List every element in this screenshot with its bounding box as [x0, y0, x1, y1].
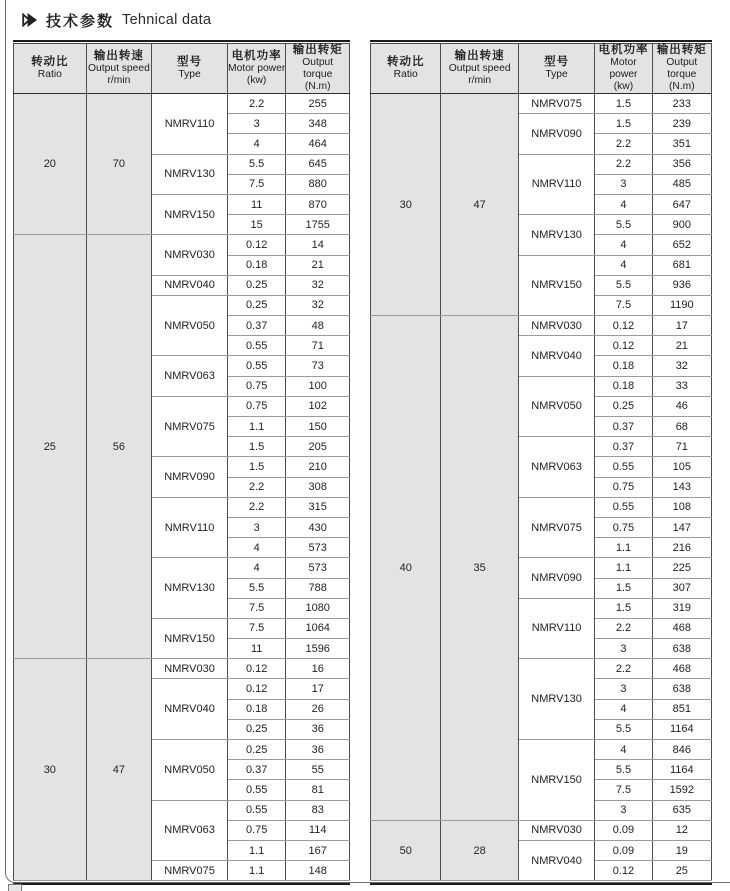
type-cell: NMRV030 [518, 316, 594, 336]
torque-cell: 652 [652, 235, 711, 255]
torque-cell: 638 [652, 639, 711, 659]
header-output-torque: 输出转矩 Output torque (N.m) [652, 44, 711, 94]
torque-cell: 205 [286, 437, 350, 457]
header-ratio: 转动比 Ratio [14, 44, 87, 94]
torque-cell: 880 [286, 174, 350, 194]
power-cell: 2.2 [595, 659, 652, 679]
type-cell: NMRV150 [518, 255, 594, 316]
power-cell: 2.2 [595, 134, 652, 154]
torque-cell: 351 [652, 134, 711, 154]
power-cell: 7.5 [595, 780, 652, 800]
power-cell: 4 [595, 255, 652, 275]
torque-cell: 83 [286, 800, 350, 820]
torque-cell: 1592 [652, 780, 711, 800]
header-output-speed: 输出转速 Output speed r/min [86, 44, 152, 94]
header-row [371, 44, 712, 94]
power-cell: 1.5 [595, 578, 652, 598]
header-output-torque: 输出转矩 Output torque (N.m) [286, 44, 350, 94]
header-type: 型号 Type [518, 44, 594, 94]
type-cell: NMRV030 [152, 659, 228, 679]
ratio-cell: 20 [14, 94, 87, 235]
torque-cell: 143 [652, 477, 711, 497]
type-cell: NMRV130 [518, 659, 594, 740]
torque-cell: 102 [286, 396, 350, 416]
power-cell: 4 [227, 538, 286, 558]
type-cell: NMRV150 [152, 618, 228, 658]
power-cell: 2.2 [595, 154, 652, 174]
power-cell: 5.5 [595, 760, 652, 780]
power-cell: 7.5 [227, 598, 286, 618]
power-cell: 2.2 [227, 477, 286, 497]
power-cell: 3 [227, 517, 286, 537]
type-cell: NMRV130 [518, 215, 594, 255]
power-cell: 0.18 [227, 255, 286, 275]
type-cell: NMRV075 [152, 861, 228, 881]
power-cell: 0.55 [227, 780, 286, 800]
power-cell: 0.25 [227, 275, 286, 295]
table-row [371, 316, 712, 336]
power-cell: 0.18 [227, 699, 286, 719]
table-row [371, 820, 712, 840]
torque-cell: 1064 [286, 618, 350, 638]
speed-cell: 35 [441, 316, 518, 821]
type-cell: NMRV090 [152, 457, 228, 497]
power-cell: 2.2 [227, 497, 286, 517]
type-cell: NMRV075 [518, 94, 594, 114]
torque-cell: 21 [652, 336, 711, 356]
torque-cell: 46 [652, 396, 711, 416]
torque-cell: 36 [286, 740, 350, 760]
speed-cell: 47 [441, 94, 518, 316]
power-cell: 1.1 [595, 538, 652, 558]
power-cell: 4 [227, 558, 286, 578]
torque-cell: 1190 [652, 295, 711, 315]
torque-cell: 150 [286, 417, 350, 437]
torque-cell: 17 [286, 679, 350, 699]
power-cell: 0.37 [595, 417, 652, 437]
page-title-zh: 技术参数 [46, 12, 115, 30]
torque-cell: 645 [286, 154, 350, 174]
power-cell: 0.12 [227, 235, 286, 255]
speed-cell: 47 [86, 659, 152, 881]
power-cell: 5.5 [595, 719, 652, 739]
ratio-cell: 40 [371, 316, 441, 821]
torque-cell: 468 [652, 618, 711, 638]
torque-cell: 1080 [286, 598, 350, 618]
torque-cell: 788 [286, 578, 350, 598]
torque-cell: 105 [652, 457, 711, 477]
torque-cell: 900 [652, 215, 711, 235]
torque-cell: 647 [652, 194, 711, 214]
torque-cell: 307 [652, 578, 711, 598]
torque-cell: 71 [652, 437, 711, 457]
torque-cell: 26 [286, 699, 350, 719]
type-cell: NMRV030 [518, 820, 594, 840]
torque-cell: 216 [652, 538, 711, 558]
power-cell: 0.55 [227, 800, 286, 820]
power-cell: 1.5 [595, 94, 652, 114]
power-cell: 11 [227, 639, 286, 659]
power-cell: 0.37 [227, 760, 286, 780]
torque-cell: 846 [652, 740, 711, 760]
power-cell: 0.37 [227, 316, 286, 336]
torque-cell: 485 [652, 174, 711, 194]
torque-cell: 430 [286, 517, 350, 537]
type-cell: NMRV040 [518, 336, 594, 376]
torque-cell: 681 [652, 255, 711, 275]
power-cell: 7.5 [227, 174, 286, 194]
torque-cell: 870 [286, 194, 350, 214]
ratio-cell: 50 [371, 820, 441, 881]
torque-cell: 108 [652, 497, 711, 517]
torque-cell: 19 [652, 840, 711, 860]
spec-table-left [13, 43, 350, 881]
torque-cell: 225 [652, 558, 711, 578]
type-cell: NMRV063 [152, 800, 228, 861]
power-cell: 0.75 [227, 820, 286, 840]
page-title-en: Tehnical data [122, 12, 212, 28]
torque-cell: 573 [286, 538, 350, 558]
header-motor-power: 电机功率 Motor power (kw) [595, 44, 652, 94]
type-cell: NMRV050 [152, 740, 228, 801]
type-cell: NMRV150 [518, 740, 594, 821]
power-cell: 0.09 [595, 820, 652, 840]
torque-cell: 32 [286, 275, 350, 295]
power-cell: 0.75 [595, 517, 652, 537]
type-cell: NMRV110 [152, 497, 228, 558]
torque-cell: 308 [286, 477, 350, 497]
spec-table-left-wrap [13, 40, 350, 885]
torque-cell: 851 [652, 699, 711, 719]
torque-cell: 573 [286, 558, 350, 578]
power-cell: 4 [227, 134, 286, 154]
torque-cell: 25 [652, 861, 711, 881]
power-cell: 1.1 [227, 861, 286, 881]
torque-cell: 167 [286, 840, 350, 860]
page-title [22, 9, 211, 31]
torque-cell: 114 [286, 820, 350, 840]
power-cell: 0.75 [595, 477, 652, 497]
header-ratio: 转动比 Ratio [371, 44, 441, 94]
power-cell: 0.18 [595, 356, 652, 376]
type-cell: NMRV040 [152, 679, 228, 740]
ratio-cell: 25 [14, 235, 87, 659]
ratio-cell: 30 [371, 94, 441, 316]
torque-cell: 14 [286, 235, 350, 255]
power-cell: 0.18 [595, 376, 652, 396]
header-type: 型号 Type [152, 44, 228, 94]
power-cell: 4 [595, 194, 652, 214]
type-cell: NMRV050 [518, 376, 594, 437]
torque-cell: 638 [652, 679, 711, 699]
power-cell: 7.5 [227, 618, 286, 638]
torque-cell: 21 [286, 255, 350, 275]
torque-cell: 1164 [652, 719, 711, 739]
torque-cell: 100 [286, 376, 350, 396]
power-cell: 5.5 [227, 578, 286, 598]
type-cell: NMRV063 [518, 437, 594, 498]
power-cell: 0.12 [227, 659, 286, 679]
table-row [14, 94, 350, 114]
torque-cell: 255 [286, 94, 350, 114]
torque-cell: 315 [286, 497, 350, 517]
speed-cell: 70 [86, 94, 152, 235]
torque-cell: 233 [652, 94, 711, 114]
power-cell: 0.12 [595, 316, 652, 336]
torque-cell: 464 [286, 134, 350, 154]
header-row [14, 44, 350, 94]
power-cell: 2.2 [595, 618, 652, 638]
torque-cell: 32 [652, 356, 711, 376]
type-cell: NMRV110 [152, 94, 228, 155]
power-cell: 0.75 [227, 396, 286, 416]
power-cell: 0.25 [227, 740, 286, 760]
power-cell: 11 [227, 194, 286, 214]
type-cell: NMRV130 [152, 154, 228, 194]
header-output-speed: 输出转速 Output speed r/min [441, 44, 518, 94]
type-cell: NMRV150 [152, 194, 228, 234]
type-cell: NMRV110 [518, 598, 594, 659]
ratio-cell: 30 [14, 659, 87, 881]
type-cell: NMRV075 [518, 497, 594, 558]
torque-cell: 936 [652, 275, 711, 295]
torque-cell: 468 [652, 659, 711, 679]
type-cell: NMRV075 [152, 396, 228, 457]
torque-cell: 239 [652, 114, 711, 134]
type-cell: NMRV040 [152, 275, 228, 295]
torque-cell: 210 [286, 457, 350, 477]
power-cell: 5.5 [595, 215, 652, 235]
torque-cell: 635 [652, 800, 711, 820]
power-cell: 0.37 [595, 437, 652, 457]
power-cell: 4 [595, 740, 652, 760]
torque-cell: 147 [652, 517, 711, 537]
power-cell: 1.5 [227, 437, 286, 457]
power-cell: 0.55 [595, 497, 652, 517]
power-cell: 0.09 [595, 840, 652, 860]
speed-cell: 56 [86, 235, 152, 659]
power-cell: 0.12 [227, 679, 286, 699]
torque-cell: 71 [286, 336, 350, 356]
torque-cell: 48 [286, 316, 350, 336]
type-cell: NMRV063 [152, 356, 228, 396]
power-cell: 1.5 [595, 114, 652, 134]
torque-cell: 33 [652, 376, 711, 396]
power-cell: 0.12 [595, 861, 652, 881]
power-cell: 15 [227, 215, 286, 235]
type-cell: NMRV090 [518, 558, 594, 598]
power-cell: 2.2 [227, 94, 286, 114]
type-cell: NMRV030 [152, 235, 228, 275]
table-row [14, 659, 350, 679]
spec-table-right-wrap [370, 40, 712, 885]
torque-cell: 36 [286, 719, 350, 739]
table-row [14, 235, 350, 255]
torque-cell: 1596 [286, 639, 350, 659]
power-cell: 0.55 [595, 457, 652, 477]
power-cell: 1.1 [227, 417, 286, 437]
type-cell: NMRV090 [518, 114, 594, 154]
power-cell: 1.1 [227, 840, 286, 860]
section-marker-icon [22, 13, 38, 27]
power-cell: 3 [595, 800, 652, 820]
power-cell: 1.5 [227, 457, 286, 477]
torque-cell: 16 [286, 659, 350, 679]
power-cell: 4 [595, 235, 652, 255]
power-cell: 0.25 [227, 295, 286, 315]
torque-cell: 17 [652, 316, 711, 336]
power-cell: 0.12 [595, 336, 652, 356]
power-cell: 5.5 [227, 154, 286, 174]
torque-cell: 68 [652, 417, 711, 437]
power-cell: 3 [595, 639, 652, 659]
footer-marker [8, 884, 22, 891]
table-row [371, 94, 712, 114]
torque-cell: 55 [286, 760, 350, 780]
power-cell: 0.55 [227, 336, 286, 356]
torque-cell: 356 [652, 154, 711, 174]
torque-cell: 1755 [286, 215, 350, 235]
power-cell: 3 [227, 114, 286, 134]
power-cell: 0.25 [227, 719, 286, 739]
header-motor-power: 电机功率 Motor power (kw) [227, 44, 286, 94]
power-cell: 3 [595, 679, 652, 699]
speed-cell: 28 [441, 820, 518, 881]
power-cell: 1.1 [595, 558, 652, 578]
type-cell: NMRV050 [152, 295, 228, 356]
power-cell: 3 [595, 174, 652, 194]
type-cell: NMRV110 [518, 154, 594, 215]
power-cell: 4 [595, 699, 652, 719]
power-cell: 7.5 [595, 295, 652, 315]
power-cell: 5.5 [595, 275, 652, 295]
torque-cell: 1164 [652, 760, 711, 780]
torque-cell: 319 [652, 598, 711, 618]
power-cell: 1.5 [595, 598, 652, 618]
spec-table-right [370, 43, 712, 881]
torque-cell: 348 [286, 114, 350, 134]
torque-cell: 32 [286, 295, 350, 315]
torque-cell: 73 [286, 356, 350, 376]
power-cell: 0.55 [227, 356, 286, 376]
type-cell: NMRV130 [152, 558, 228, 619]
torque-cell: 12 [652, 820, 711, 840]
type-cell: NMRV040 [518, 840, 594, 880]
torque-cell: 148 [286, 861, 350, 881]
power-cell: 0.25 [595, 396, 652, 416]
torque-cell: 81 [286, 780, 350, 800]
power-cell: 0.75 [227, 376, 286, 396]
